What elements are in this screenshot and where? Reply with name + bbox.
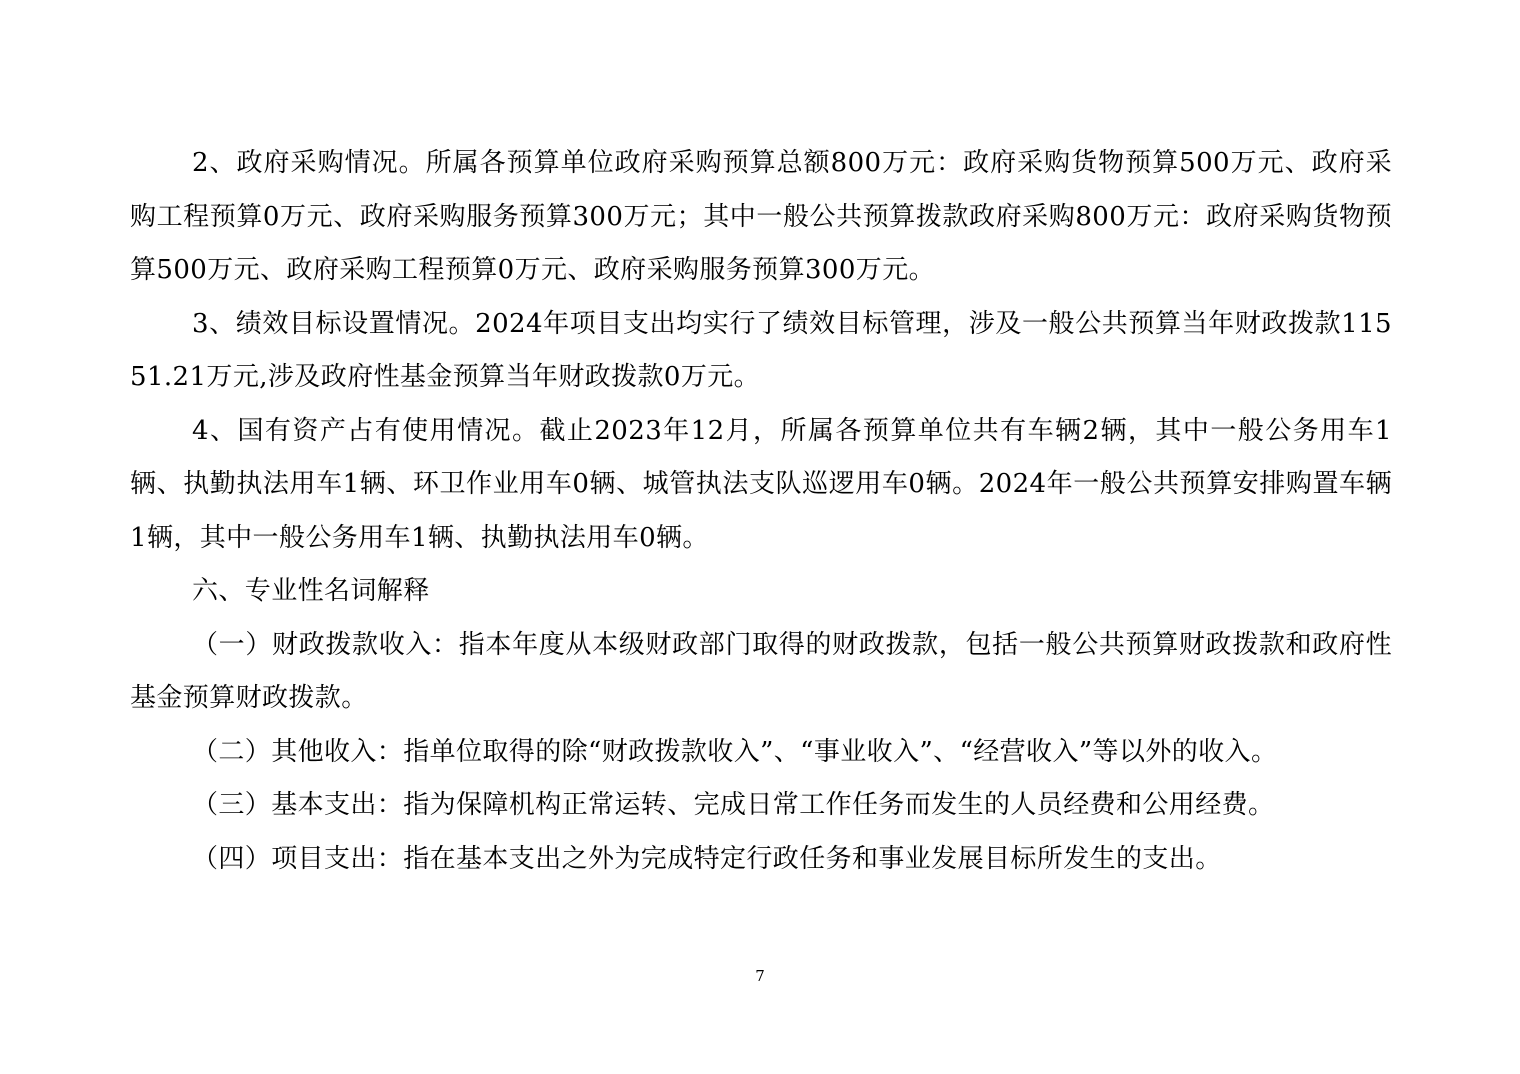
- paragraph-performance-goals: 3、绩效目标设置情况。2024年项目支出均实行了绩效目标管理，涉及一般公共预算当年财政拨款11551.21万元,涉及政府性基金预算当年财政拨款0万元。: [130, 308, 1392, 392]
- page-number: 7: [755, 967, 765, 985]
- definition-other-income: （二）其他收入：指单位取得的除“财政拨款收入”、“事业收入”、“经营收入”等以外的收入。: [192, 736, 1278, 767]
- definition-project-expenditure: （四）项目支出：指在基本支出之外为完成特定行政任务和事业发展目标所发生的支出。: [192, 843, 1222, 874]
- paragraph-state-assets: 4、国有资产占有使用情况。截止2023年12月，所属各预算单位共有车辆2辆，其中一般公务用车1辆、执勤执法用车1辆、环卫作业用车0辆、城管执法支队巡逻用车0辆。2024年一般公共预算安排购置车辆1辆，其中一般公务用车1辆、执勤执法用车0辆。: [130, 415, 1392, 553]
- paragraph-government-procurement: 2、政府采购情况。所属各预算单位政府采购预算总额800万元：政府采购货物预算500万元、政府采购工程预算0万元、政府采购服务预算300万元；其中一般公共预算拨款政府采购800万元：政府采购货物预算500万元、政府采购工程预算0万元、政府采购服务预算300万元。: [130, 148, 1392, 285]
- definition-fiscal-appropriation-income: （一）财政拨款收入：指本年度从本级财政部门取得的财政拨款，包括一般公共预算财政拨款和政府性基金预算财政拨款。: [130, 629, 1392, 713]
- section-heading: 六、专业性名词解释: [192, 576, 430, 606]
- definition-basic-expenditure: （三）基本支出：指为保障机构正常运转、完成日常工作任务而发生的人员经费和公用经费。: [192, 790, 1275, 820]
- document-body: [130, 137, 1392, 886]
